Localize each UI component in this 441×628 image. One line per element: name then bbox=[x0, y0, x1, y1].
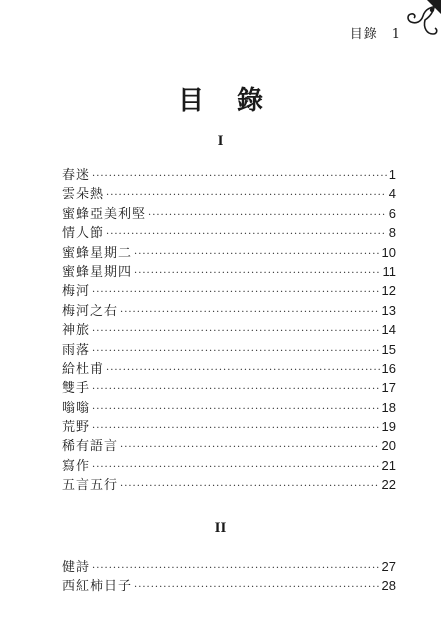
toc-entry-page: 17 bbox=[381, 380, 396, 396]
toc-entry-title: 稀有語言 bbox=[62, 439, 119, 455]
toc-entry[interactable] bbox=[62, 262, 396, 281]
toc-entry[interactable] bbox=[62, 301, 396, 320]
toc-dot-leader bbox=[148, 206, 387, 225]
toc-entry-title: 五言五行 bbox=[62, 478, 119, 494]
page-title: 目 錄 bbox=[177, 86, 276, 116]
toc-entry-title: 健詩 bbox=[62, 560, 91, 575]
toc-entry-title: 荒野 bbox=[62, 420, 91, 436]
toc-entry-page: 19 bbox=[381, 419, 396, 435]
toc-entry[interactable] bbox=[62, 475, 396, 494]
toc-dot-leader bbox=[120, 303, 380, 322]
toc-dot-leader bbox=[92, 322, 380, 341]
toc-entry-page: 28 bbox=[381, 578, 396, 594]
toc-entry-title: 蜜蜂亞美利堅 bbox=[62, 206, 147, 222]
toc-entry-page: 10 bbox=[381, 244, 396, 260]
toc-entry[interactable] bbox=[62, 576, 396, 595]
toc-dot-leader bbox=[106, 361, 380, 380]
toc-dot-leader bbox=[120, 477, 380, 496]
toc-entry-title: 嗡嗡 bbox=[62, 400, 91, 416]
toc-entry-title: 神旅 bbox=[62, 323, 91, 339]
toc-entry-page: 21 bbox=[381, 457, 396, 473]
toc-entry[interactable] bbox=[62, 165, 396, 184]
toc-dot-leader bbox=[106, 186, 387, 205]
toc-dot-leader bbox=[120, 438, 380, 457]
toc-entry-page: 27 bbox=[381, 559, 396, 574]
toc-dot-leader bbox=[92, 458, 380, 477]
corner-ornament-icon bbox=[401, 0, 441, 40]
toc-entry[interactable] bbox=[62, 184, 396, 203]
running-header-page-number: 1 bbox=[391, 27, 401, 42]
toc-entry[interactable] bbox=[62, 204, 396, 223]
toc-entry-page: 15 bbox=[381, 341, 396, 357]
toc-entry[interactable] bbox=[62, 436, 396, 455]
running-header bbox=[350, 23, 401, 42]
toc-entry-page: 12 bbox=[381, 283, 396, 299]
running-header-title: 目錄 bbox=[349, 27, 378, 42]
toc-entry[interactable] bbox=[62, 557, 396, 576]
toc-dot-leader bbox=[134, 245, 380, 264]
toc-entry-title: 春迷 bbox=[62, 168, 91, 183]
toc-dot-leader bbox=[92, 419, 380, 438]
toc-entry-page: 6 bbox=[388, 205, 396, 221]
toc-entry-page: 11 bbox=[382, 263, 396, 279]
toc-dot-leader bbox=[92, 400, 380, 419]
toc-entry[interactable] bbox=[62, 359, 396, 378]
toc-list-section-i bbox=[62, 165, 396, 495]
toc-entry[interactable] bbox=[62, 340, 396, 359]
toc-entry-title: 雲朵熱 bbox=[62, 187, 105, 203]
toc-entry-page: 4 bbox=[388, 186, 396, 202]
toc-dot-leader bbox=[92, 283, 380, 302]
toc-dot-leader bbox=[134, 578, 380, 597]
toc-entry-title: 梅河之右 bbox=[62, 303, 119, 319]
toc-entry-title: 西紅柿日子 bbox=[62, 579, 133, 595]
toc-entry[interactable] bbox=[62, 320, 396, 339]
toc-entry-page: 8 bbox=[388, 225, 396, 241]
toc-entry[interactable] bbox=[62, 456, 396, 475]
toc-entry-title: 雙手 bbox=[62, 381, 91, 397]
toc-entry[interactable] bbox=[62, 417, 396, 436]
toc-entry-page: 22 bbox=[381, 477, 396, 493]
toc-entry-page: 20 bbox=[381, 438, 396, 454]
section-heading-i: I bbox=[217, 133, 224, 149]
toc-entry[interactable] bbox=[62, 281, 396, 300]
toc-dot-leader bbox=[92, 167, 387, 186]
toc-entry-title: 梅河 bbox=[62, 284, 91, 300]
toc-dot-leader bbox=[92, 380, 380, 399]
toc-entry-page: 18 bbox=[381, 399, 396, 415]
toc-dot-leader bbox=[106, 225, 387, 244]
toc-entry-page: 13 bbox=[381, 302, 396, 318]
toc-entry-title: 寫作 bbox=[62, 458, 91, 474]
toc-list-section-ii bbox=[62, 557, 396, 596]
toc-entry-title: 蜜蜂星期二 bbox=[62, 245, 133, 261]
toc-entry[interactable] bbox=[62, 378, 396, 397]
toc-entry-title: 蜜蜂星期四 bbox=[62, 264, 133, 280]
section-heading-ii: II bbox=[214, 520, 227, 536]
toc-entry[interactable] bbox=[62, 398, 396, 417]
toc-dot-leader bbox=[92, 342, 380, 361]
toc-entry-page: 14 bbox=[381, 322, 396, 338]
toc-entry-title: 情人節 bbox=[62, 226, 105, 242]
toc-entry-page: 1 bbox=[388, 167, 396, 182]
toc-entry-title: 給杜甫 bbox=[62, 361, 105, 377]
toc-entry[interactable] bbox=[62, 243, 396, 262]
toc-entry-page: 16 bbox=[381, 360, 396, 376]
toc-entry-title: 雨落 bbox=[62, 342, 91, 358]
toc-dot-leader bbox=[134, 264, 380, 283]
toc-entry[interactable] bbox=[62, 223, 396, 242]
toc-dot-leader bbox=[92, 559, 380, 578]
